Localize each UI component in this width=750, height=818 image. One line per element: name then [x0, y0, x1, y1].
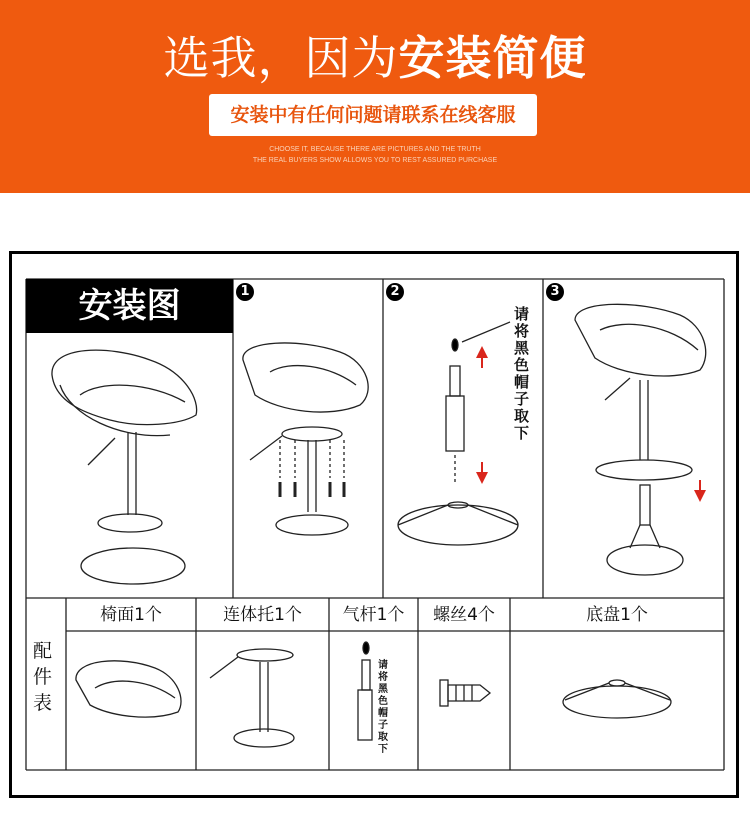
part-seat-drawing: [76, 661, 181, 717]
step-3-number: 3: [546, 283, 564, 301]
step-1-drawing: [243, 343, 368, 535]
support-pill: 安装中有任何问题请联系在线客服: [209, 94, 537, 136]
tiny-caption-2: THE REAL BUYERS SHOW ALLOWS YOU TO REST ASSURED PURCHASE: [252, 157, 498, 164]
tiny-caption-1: CHOOSE IT, BECAUSE THERE ARE PICTURES AND THE TRUTH: [269, 146, 481, 153]
step-2-number: 2: [386, 283, 404, 301]
part-label-support: 连体托1个: [223, 605, 302, 625]
headline-normal: 选我，因为: [163, 31, 399, 85]
step-1-number: 1: [236, 283, 254, 301]
step-3-drawing: [575, 304, 706, 575]
diagram-title: 安装图: [78, 286, 181, 326]
part-gas-lift-drawing: [358, 642, 372, 740]
headline-bold: 安装简便: [398, 31, 587, 85]
parts-heading: 配件表: [33, 640, 53, 714]
part-label-gas-lift: 气杆1个: [342, 605, 405, 625]
part-label-seat: 椅面1个: [100, 605, 162, 625]
part-label-base: 底盘1个: [586, 605, 648, 625]
part-screw-drawing: [440, 680, 490, 706]
part-support-drawing: [210, 649, 294, 747]
step-2-drawing: [398, 322, 518, 545]
assembled-stool-drawing: [52, 350, 197, 584]
step-2-note: 请将黑色帽子取下: [514, 305, 530, 442]
gas-lift-note: 请将黑色帽子取下: [378, 660, 388, 755]
part-base-drawing: [563, 680, 671, 718]
part-label-screw: 螺丝4个: [433, 605, 495, 625]
